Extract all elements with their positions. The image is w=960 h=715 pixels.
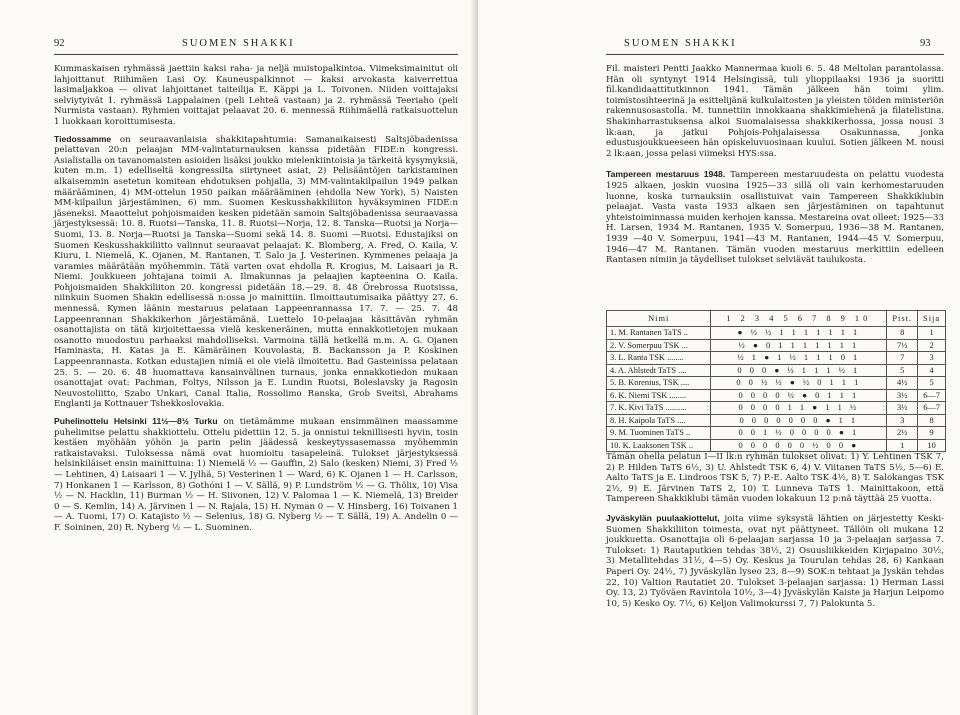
left-page (0, 0, 476, 715)
score-cell: 0 (775, 390, 783, 400)
table-row (607, 402, 946, 415)
player-name: 5. B. Korenius, TSK .... (607, 377, 711, 390)
player-rank: 6—7 (918, 402, 946, 415)
header-round-3: 3 (754, 314, 764, 323)
table-row (607, 364, 946, 377)
score-cell: 0 (788, 415, 796, 425)
player-name: 4. A. Ahlstedt TaTS .... (607, 364, 711, 377)
self-cell-mark-icon: ● (801, 390, 811, 400)
player-points: 7 (887, 352, 918, 365)
player-points: 1 (887, 439, 918, 452)
right-page (478, 0, 960, 715)
score-cell: 1 (828, 328, 836, 338)
header-name: Nimi (607, 311, 711, 327)
score-cell: 1 (802, 340, 811, 350)
score-cell: 1 (851, 390, 860, 400)
self-cell-mark-icon: ● (737, 328, 746, 338)
score-cell: 1 (779, 328, 787, 338)
score-cell: 0 (817, 378, 825, 388)
score-cell: 0 (814, 428, 822, 438)
score-cell: 1 (803, 328, 812, 338)
score-cell: 0 (775, 440, 783, 450)
score-cell: 1 (816, 353, 824, 363)
left-paragraph-2 (54, 134, 458, 410)
right-paragraph-2-body: Tampereen mestaruudesta on pelattu vuodesta 1925 alkaen, joskin vuosina 1925—33 sillä oli vain kerhomestaruuden luonne, koska turnauksiin osallistuivat vain Tampereen Shakkiklubin pelaajat. Vasta vasta 1933 alkaen sen järjestäminen on tapahtunut yhteistoiminnassa muiden kerhojen kanssa. Mestareina ovat olleet: 1925—33 H. Larsen, 1934 M. Rantanen, 1935 V. Somerpuu, 1936—38 M. Rantanen, 1939 —40 V. Somerpuu, 1941—43 M. Rantanen, 1944—45 V. Somerpuu, 1946—47 M. Rantanen. Tämän vuoden mestaruus merkittiin edelleen Rantasen nimiin ja täydelliset tulokset selviävät taulukosta. (606, 170, 944, 266)
score-cell: 1 (777, 353, 785, 363)
score-cell: 1 (837, 403, 845, 413)
score-cell: 1 (853, 328, 861, 338)
player-rank: 3 (918, 352, 946, 365)
score-cell: ½ (775, 378, 785, 388)
score-cell: 0 (736, 378, 744, 388)
results-table-header (607, 311, 946, 327)
player-scores (711, 427, 887, 440)
right-page-number: 93 (920, 38, 931, 49)
score-cell: 0 (738, 428, 746, 438)
score-cell: 0 (813, 415, 821, 425)
player-name: 2. V. Somerpuu TSK ... (607, 339, 711, 352)
right-paragraph-1: Fil. maisteri Pentti Jaakko Mannermaa kuoli 6. 5. 48 Meltolan parantolassa. Hän oli syntynyt 1914 Helsingissä, tuli ylioppilaaksi 1936 ja suoritti fil.kandidaattitutkinnon 1941. Tämän jälkeen hän toimi ylim. toimistosihteerinä ja esittelijänä kulkulaitosten ja yleisten töiden ministeriön rakennusosastolla. M. tunnettiin innokkaana shakkimiehenä ja filatelistina. Shakinharrastuksensa alkoi Suomalaisessa shakkikerhossa, jossa nousi 3 lk:aan, ja jatkui Pohjois-Pohjalaisessa Osakunnassa, jonka edustusjoukkueeseen hän opiskeluvuosinaan kuului. Sotien jälkeen M. nousi 2 lk:aan, jossa pelasi viimeksi HYS:ssa. (606, 64, 944, 159)
player-rank: 4 (918, 364, 946, 377)
score-cell: 1 (839, 340, 847, 350)
score-cell: ½ (789, 353, 799, 363)
score-cell: 0 (776, 415, 784, 425)
player-rank: 10 (918, 439, 946, 452)
score-cell: 1 (838, 415, 846, 425)
score-cell: 0 (815, 390, 823, 400)
player-rank: 5 (918, 377, 946, 390)
player-scores (711, 377, 887, 390)
score-cell: 1 (790, 340, 798, 350)
header-round-9: 9 (840, 314, 849, 323)
score-cell: 0 (738, 440, 746, 450)
score-cell: 1 (825, 403, 833, 413)
table-row (607, 414, 946, 427)
self-cell-mark-icon: ● (764, 353, 773, 363)
table-row (607, 439, 946, 452)
score-cell: 0 (761, 365, 770, 375)
score-cell: 1 (778, 340, 786, 350)
score-cell: 1 (850, 415, 859, 425)
results-table-body (607, 327, 946, 452)
score-cell: 0 (766, 340, 774, 350)
left-paragraph-3-body: on tietämämme mukaan ensimmäinen maassamme puhelimitse pelattu shakkiottelu. Ottelu pidettiin 12. 5. ja onnistui teknillisesti hyvin, tosin kestäen myöhään yöhön ja parin pelin jäädessä keskeytyssasemassa myöhemmin ratkaistavaksi. Tuloksessa nämä ovat huomioitu tasapeleinä. Tulokset järjestyksessä helsinkiläiset ensin mainittuina: 1) Niemelä ½ — Gauffin, 2) Salo (kesken) Niemi, 3) Fred ½ — Lehtinen, 4) Laisaari 1 — V. Jylhä, 5) Vesterinen 1 — Ward, 6) K. Ojanen 1 — H. Carlsson, 7) Honkanen 1 — Karlsson, 8) Gothóni 1 — V. Sällä, 9) P. Lundström ½ — G. Thölix, 10) Visa ½ — N. Hacklin, 11) Burman ½ — H. Siivonen, 12) V. Palomaa 1 — K. Niemelä, 13) Breider 0 — S. Kemlin, 14) A. Järvinen 1 — N. Rajala, 15) H. Nyman 0 — V. Hinsberg, 16) Toivanen 1 — A. Tuomi, 17) O. Katajisto ½ — Selenius, 18) G. Nyberg ½ — T. Sällä, 19) A. Andelin 0 — F. Soininen, 20) R. Nyberg ½ — L. Suominen. (54, 417, 458, 533)
left-header-rule (54, 54, 458, 55)
player-scores (711, 414, 887, 427)
score-cell: 1 (799, 403, 808, 413)
score-cell: 1 (841, 378, 849, 388)
score-cell: 0 (775, 403, 783, 413)
player-rank: 8 (918, 414, 946, 427)
score-cell: 1 (851, 428, 860, 438)
right-paragraph-4 (606, 513, 944, 609)
score-cell: 1 (751, 353, 759, 363)
table-row (607, 389, 946, 402)
score-cell: ½ (737, 353, 747, 363)
header-round-1: 1 (726, 314, 735, 323)
right-paragraph-4-body: joita viime syksystä lähtien on järjestetty Keski-Suomen Shakkiliiton toimesta, ovat nyt päättyneet. Tällöin oli mukana 12 joukkuetta. Osanottajia oli 6-pelaajan sarjassa 10 ja 3-pelaajan sarjassa 7. Tulokset: 1) Rautaputkien tehdas 38½, 2) Osuusliikkeiden Kirjapaino 30½, 3) Metallitehdas 31½, 4—5) Oy. Keskus ja Tourulan tehdas 28, 6) Kankaan Paperi Oy. 24½, 7) Jyväskylän lyseo 23, 8—9) SOK:n tehtaat ja Jyskän tehdas 22, 10) Valtion Rautatiet 20. Tulokset 3-pelaajan sarjassa: 1) Herman Lassi Oy. 13, 2) Työväen Ravintola 10½, 3—4) Jyväskylän Kaiste ja Harjun Leipomo 10, 5) Kesko Oy. 7½, 6) Keljon Valimokurssi 7, 7) Palokunta 5. (606, 513, 944, 609)
score-cell: 0 (789, 428, 797, 438)
results-table (606, 310, 946, 452)
left-column (54, 64, 458, 540)
player-scores (711, 352, 887, 365)
player-scores (711, 327, 887, 340)
score-cell: 1 (814, 365, 822, 375)
score-cell: 1 (853, 365, 861, 375)
player-points: 3½ (887, 389, 918, 402)
score-cell: 0 (840, 353, 848, 363)
right-column-bottom (606, 452, 944, 615)
player-name: 8. H. Kaipola TaTS .... (607, 414, 711, 427)
score-cell: 1 (801, 365, 809, 375)
left-paragraph-3-lead: Puhelinottelu Helsinki 11½—8½ Turku (54, 416, 218, 426)
player-points: 8 (887, 327, 918, 340)
header-pist: Pist. (887, 311, 918, 327)
score-cell: ½ (812, 440, 822, 450)
header-round-2: 2 (740, 314, 749, 323)
score-cell: 1 (839, 390, 847, 400)
player-points: 5 (887, 364, 918, 377)
player-points: 3 (887, 414, 918, 427)
header-round-5: 5 (783, 314, 792, 323)
header-round-7: 7 (812, 314, 821, 323)
score-cell: ½ (738, 340, 748, 350)
self-cell-mark-icon: ● (825, 415, 834, 425)
player-points: 3½ (887, 402, 918, 415)
score-cell: 0 (750, 440, 758, 450)
player-name: 1. M. Rantanen TaTS .. (607, 327, 711, 340)
score-cell: ½ (838, 365, 848, 375)
player-points: 2½ (887, 427, 918, 440)
table-row (607, 352, 946, 365)
score-cell: ½ (787, 365, 797, 375)
right-header-rule (606, 54, 944, 55)
player-name: 9. M. Tuominen TaTS .. (607, 427, 711, 440)
score-cell: ½ (802, 378, 813, 388)
left-paragraph-2-lead: Tiedossamme (54, 133, 112, 144)
player-rank: 9 (918, 427, 946, 440)
player-scores (711, 339, 887, 352)
player-scores (711, 402, 887, 415)
self-cell-mark-icon: ● (752, 340, 761, 350)
score-cell: 1 (853, 353, 861, 363)
score-cell: 0 (749, 365, 757, 375)
table-row (607, 377, 946, 390)
left-paragraph-2-body: on seuraavanlaisia shakkitapahtumia: Samanaikaisesti Saltsjöbadenissa pelattavan 20:n pelaajan MM-valintaturnauksen kanssa pidetään FIDE:n kongressi. Asialistalla on tavanomaisten asioiden lisäksi joukko mielenkiintoisia ja tärkeitä kysymyksiä, kuten m.m. 1) edelliseltä kongressilta siirtyneet asiat, 2) Pelisääntöjen tarkistaminen alkaisemmin asetetun komitean ehdotuksen pohjalla, 3) MM-valintakilpailun 1949 palkan määrääminen, 4) MM-ottelun 1950 paikan määrääminen (ehdolla New York), 5) Naisten MM-kilpailun järjestäminen, 6) mm. Suomen Keskusshakkiliiton hyväksyminen FIDE:n jäseneksi. Maaottelut pohjoismaiden kesken pidetään samoin Saltsjöbadenissa seuraavassa järjestyksessä: 10. 8. Ruotsi—Tanska, 11. 8. Ruotsi—Norja, 12. 8. Tanska—Ruotsi ja Norja—Suomi, 13. 8. Norja—Ruotsi ja Tanska—Suomi sekä 14. 8. Suomi —Ruotsi. Edustajiksi on Suomen Keskusshakkiliitto valinnut seuraavat pelaajat: K. Blomberg, A. Fred, O. Kaila, V. Kiuru, I. Niemelä, K. Ojanen, M. Rantanen, T. Salo ja J. Vesterinen. Kymmenes pelaaja ja varamies määrätään myöhemmin. Tätä varten ovat ehdolla R. Krogius, M. Laisaari ja R. Niemi. Joukkueen johtajana toimii A. Ilmakunnas ja pelaajien kapteenina O. Kaila. Pohjoismaiden Shakkiliiton 20. kongressi pidetään 18.—29. 8. 48 Örebrossa Ruotsissa, niinkuin Suomen Shakin edellisessä n:ossa jo mainittiin. Ilmoittautumisaika päättyy 27. 6. mennessä. Kymen läänin mestaruus pelataan Lappeenrannassa 17. 7. — 25. 7. 48 Lappeenrannan Shakkikerhon järjestämänä. Luettelo 10-pelaajaa käsittävän ryhmän osanottajista on tätä kirjoitettaessa vielä keskeneräinen, mutta ennakkotietojen mukaan osanotto muodostuu parhaaksi mahdolliseksi. Varmoina tällä hetkellä m.m. A. G. Ojanen Haminasta, H. Katas ja E. Kämäräinen Kouvolasta, B. Backansson ja P. Koskinen Lappeenrannasta. Kotkan edustajien nimiä ei ole vielä ilmoitettu. Bad Gasteinissa pelataan 25. 5. — 20. 6. 48 huomattava kansainvälinen turnaus, jonka ennakkotiedon mukaan osanottajat ovat: Pachman, Foltys, Nilsson ja E. Lundin Ruotsi, Boleslavsky ja Ragosin Neuvostoliitto, Szabo Unkari, Canal Italia, Rossolimo Ranska, Grob Sveitsi, Abrahams Englanti ja Kottnauer Tshekkoslovakia. (54, 134, 458, 410)
score-cell: 0 (801, 428, 810, 438)
header-round-4: 4 (769, 314, 778, 323)
score-cell: ½ (750, 328, 760, 338)
score-cell: 1 (826, 365, 834, 375)
left-running-header: SUOMEN SHAKKI (182, 38, 295, 49)
score-cell: 1 (816, 328, 824, 338)
self-cell-mark-icon: ● (838, 428, 847, 438)
right-paragraph-3: Tämän ohella pelatun I—II lk:n ryhmän tulokset olivat: 1) Y. Lehtinen TSK 7, 2) P. Hilden TaTS 6½, 3) U. Ahlstedt TSK 6, 4) V. Viitanen TaTS 5½, 5—6) E. Aalto TaTS ja E. Lindroos TSK 5, 7) P.-E. Aalto TSK 4½, 8) T. Salokangas TSK 2½, 9) E. Järvinen TaTS 2, 10) T. Lunneva TaTS 1. Mainittakoon, että Tampereen Shakkiklubi tämän vuoden lokakuun 12 p:nä täyttää 25 vuotta. (606, 452, 944, 505)
left-paragraph-1: Kummaskaisen ryhmässä jaettiin kaksi raha- ja neljä muistopalkintoa. Viimeksimainitut oli lahjoittanut Riihimäen Lasi Oy. Kauneuspalkinnot — kaksi arvokasta kaiverrettua lasimaljakkoa — olivat lahjoittanet taiteilija E. Käppi ja L. Toivonen. Niiden voittajaksi selviytyivät 1. ryhmässä Lappalainen (peli Lehteä vastaan) ja 2. ryhmässä Teeriaho (peli Nurmista vastaan). Ryhmien voittajat pelaavat 20. 6. mennessä Riihimäellä ratkaisuottelun 1 luokkaan koroittumisesta. (54, 64, 458, 127)
right-column-top (606, 64, 944, 272)
score-cell: 0 (738, 403, 746, 413)
score-cell: 0 (826, 440, 834, 450)
self-cell-mark-icon: ● (812, 403, 821, 413)
player-name: 7. K. Kivi TaTS .......... (607, 402, 711, 415)
player-points: 7½ (887, 339, 918, 352)
left-page-number: 92 (54, 38, 65, 49)
left-paragraph-3 (54, 416, 458, 534)
score-cell: 0 (739, 415, 747, 425)
score-cell: 0 (750, 428, 758, 438)
player-rank: 6—7 (918, 389, 946, 402)
score-cell: 1 (829, 378, 837, 388)
self-cell-mark-icon: ● (789, 378, 798, 388)
right-running-header: SUOMEN SHAKKI (624, 38, 737, 49)
score-cell: ½ (849, 403, 860, 413)
score-cell: 1 (827, 390, 835, 400)
player-scores (711, 389, 887, 402)
score-cell: 0 (737, 365, 745, 375)
header-round-6: 6 (797, 314, 806, 323)
score-cell: 0 (751, 415, 759, 425)
score-cell: 0 (838, 440, 846, 450)
self-cell-mark-icon: ● (774, 365, 783, 375)
right-paragraph-4-lead: Jyväskylän puulaakiottelut, (606, 512, 720, 523)
score-cell: 1 (787, 403, 795, 413)
player-points: 4½ (887, 377, 918, 390)
player-name: 6. K. Niemi TSK ........ (607, 389, 711, 402)
self-cell-mark-icon: ● (851, 440, 860, 450)
score-cell: ½ (760, 378, 771, 388)
table-row (607, 427, 946, 440)
score-cell: 0 (748, 378, 756, 388)
score-cell: 1 (827, 340, 835, 350)
score-cell: 0 (738, 390, 746, 400)
player-rank: 1 (918, 327, 946, 340)
score-cell: 1 (803, 353, 812, 363)
header-sija: Sija (918, 311, 946, 327)
score-cell: 1 (815, 340, 823, 350)
header-rounds (711, 311, 887, 327)
table-row (607, 327, 946, 340)
score-cell: 1 (840, 328, 848, 338)
score-cell: 1 (828, 353, 836, 363)
score-cell: 0 (763, 390, 771, 400)
score-cell: 0 (763, 403, 771, 413)
player-scores (711, 364, 887, 377)
score-cell: 1 (791, 328, 799, 338)
score-cell: ½ (764, 328, 775, 338)
score-cell: 0 (826, 428, 834, 438)
score-cell: 1 (851, 340, 860, 350)
score-cell: 0 (763, 440, 771, 450)
score-cell: 0 (800, 415, 809, 425)
player-scores (711, 439, 887, 452)
score-cell: 0 (787, 440, 795, 450)
score-cell: ½ (787, 390, 797, 400)
score-cell: 0 (750, 403, 758, 413)
header-round-8: 8 (826, 314, 835, 323)
player-name: 10. K. Laaksonen TSK .. (607, 439, 711, 452)
score-cell: 1 (854, 378, 862, 388)
player-name: 3. L. Ranta TSK ........ (607, 352, 711, 365)
score-cell: 0 (764, 415, 772, 425)
right-paragraph-2 (606, 169, 944, 265)
right-paragraph-2-lead: Tampereen mestaruus 1948. (606, 169, 726, 180)
score-cell: 0 (799, 440, 808, 450)
table-row (607, 339, 946, 352)
score-cell: ½ (775, 428, 785, 438)
header-round-10: 10 (854, 314, 872, 323)
player-rank: 2 (918, 339, 946, 352)
score-cell: 0 (750, 390, 758, 400)
score-cell: 1 (763, 428, 771, 438)
